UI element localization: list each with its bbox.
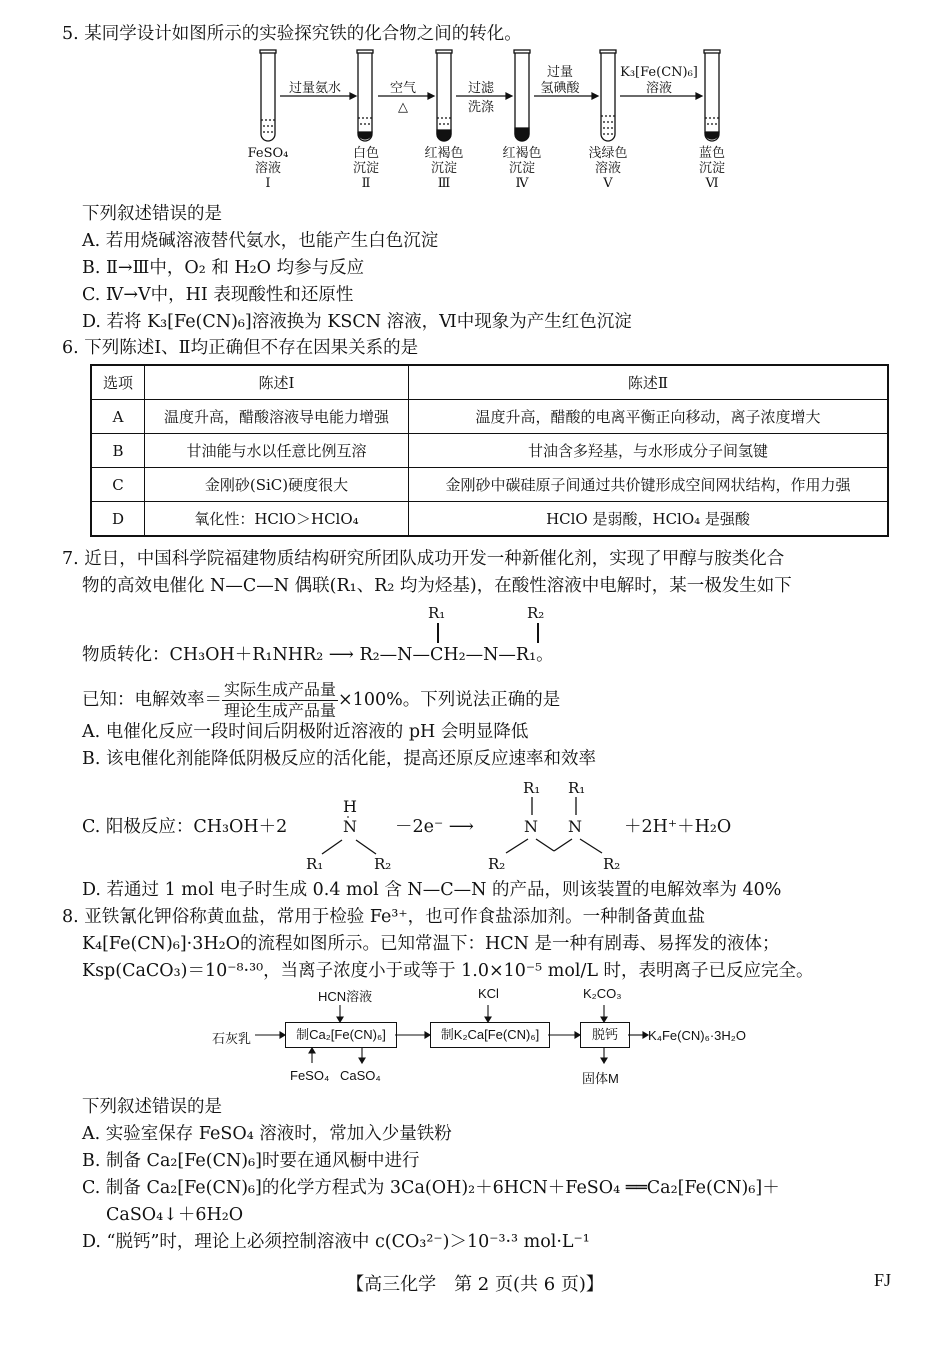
q7-line3: 物质转化：CH₃OH＋R₁NHR₂ ⟶ R₂—N—CH₂—N—R₁。 (82, 645, 554, 665)
tube2-label: 白色 沉淀 Ⅱ (352, 146, 379, 191)
prod-n-left: N (524, 817, 538, 836)
q5-option-c: C. Ⅳ→Ⅴ中，HI 表现酸性和还原性 (82, 285, 354, 305)
q7-option-d: D. 若通过 1 mol 电子时生成 0.4 mol 含 N—C—N 的产品，则该装置的电解效率为 40% (82, 880, 782, 900)
arrow4-bottom-label: 氢碘酸 (540, 81, 580, 96)
q8-line2: K₄[Fe(CN)₆]·3H₂O的流程如图所示。已知常温下：HCN 是一种有剧毒、易挥发的液体； (82, 934, 780, 954)
q5-option-a: A. 若用烧碱溶液替代氨水，也能产生白色沉淀 (82, 231, 439, 251)
cell: B (91, 434, 145, 468)
tube5-label: 浅绿色 溶液 Ⅴ (588, 146, 628, 191)
q7-option-a: A. 电催化反应一段时间后阴极附近溶液的 pH 会明显降低 (82, 722, 529, 742)
cell: 金刚砂中碳硅原子间通过共价键形成空间网状结构，作用力强 (409, 468, 889, 502)
flow-box-3: 脱钙 (580, 1022, 630, 1048)
arrow5-bottom-label: 溶液 (645, 81, 672, 96)
q5-apparatus-diagram (230, 46, 750, 152)
cell: 温度升高，醋酸的电离平衡正向移动，离子浓度增大 (409, 400, 889, 434)
header-cell: 陈述Ⅰ (145, 365, 409, 400)
q8-option-d: D. “脱钙”时，理论上必须控制溶液中 c(CO₃²⁻)＞10⁻³·³ mol·L⁻¹ (82, 1232, 590, 1252)
tube6-label: 蓝色 沉淀 Ⅵ (698, 146, 725, 191)
bond-line (537, 623, 539, 643)
arrow1-top-label: 过量氨水 (288, 81, 341, 96)
flow-out-solid-m: 固体M (582, 1071, 619, 1086)
arrow5-top-label: K₃[Fe(CN)₆] (620, 65, 698, 80)
header-cell: 选项 (91, 365, 145, 400)
tube1-label: FeSO₄ 溶液 Ⅰ (247, 146, 289, 191)
q8-line3: Ksp(CaCO₃)＝10⁻⁸·³⁰，当离子浓度小于或等于 1.0×10⁻⁵ mol/L 时，表明离子已反应完全。 (82, 961, 814, 981)
header-cell: 陈述Ⅱ (409, 365, 889, 400)
prod-r2-left: R₂ (488, 855, 506, 873)
arrow2-bottom-label: △ (398, 100, 408, 115)
test-tube-1 (260, 50, 276, 141)
q7-line1: 7. 近日，中国科学院福建物质结构研究所团队成功开发一种新催化剂，实现了甲醇与胺类化合 (62, 549, 785, 569)
q7-option-c: C. 阳极反应：CH₃OH＋2 (82, 817, 288, 837)
cell: HClO 是弱酸，HClO₄ 是强酸 (409, 502, 889, 537)
cell: 氧化性：HClO＞HClO₄ (145, 502, 409, 537)
q5-prompt: 下列叙述错误的是 (82, 204, 222, 224)
q8-prompt: 下列叙述错误的是 (82, 1097, 222, 1117)
flow-box-1: 制Ca₂[Fe(CN)₆] (285, 1022, 397, 1048)
flow-in-kcl: KCl (478, 986, 499, 1001)
q7-line2: 物的高效电催化 N—C—N 偶联(R₁、R₂ 均为烃基)，在酸性溶液中电解时，某一极发生如下 (82, 576, 792, 596)
table-row (91, 434, 888, 468)
tube4-label: 红褐色 沉淀 Ⅳ (502, 146, 542, 191)
amine-r1: R₁ (306, 855, 324, 873)
amine-bonds (300, 810, 400, 860)
test-tube-6 (704, 50, 720, 141)
amine-r2: R₂ (374, 855, 392, 873)
test-tube-4 (514, 50, 530, 141)
table-row (91, 502, 888, 537)
arrow2-top-label: 空气 (389, 81, 416, 96)
prod-r1-right: R₁ (568, 779, 586, 797)
q8-option-a: A. 实验室保存 FeSO₄ 溶液时，常加入少量铁粉 (82, 1124, 452, 1144)
flow-in-k2co3: K₂CO₃ (583, 986, 622, 1001)
q7-r2-sub: R₂ (527, 604, 545, 622)
cell: C (91, 468, 145, 502)
q5-option-b: B. Ⅱ→Ⅲ中，O₂ 和 H₂O 均参与反应 (82, 258, 365, 278)
test-tube-2 (357, 50, 373, 141)
cell: 甘油能与水以任意比例互溶 (145, 434, 409, 468)
q8-option-b: B. 制备 Ca₂[Fe(CN)₆]时要在通风橱中进行 (82, 1151, 420, 1171)
amine-n: N (343, 817, 357, 836)
test-tube-3 (436, 50, 452, 141)
cell: 金刚砂(SiC)硬度很大 (145, 468, 409, 502)
prod-r1-left: R₁ (523, 779, 541, 797)
table-row (91, 468, 888, 502)
page-footer: 【高三化学 第 2 页(共 6 页)】 (346, 1274, 604, 1295)
cell: A (91, 400, 145, 434)
cell: D (91, 502, 145, 537)
flow-in-hcn: HCN溶液 (318, 989, 373, 1004)
q7-c-post: ＋2H⁺＋H₂O (624, 817, 732, 837)
flow-out-caso4: CaSO₄ (340, 1068, 381, 1083)
cell: 甘油含多羟基，与水形成分子间氢键 (409, 434, 889, 468)
prod-r2-right: R₂ (603, 855, 621, 873)
q8-option-c-cont: CaSO₄↓＋6H₂O (106, 1205, 244, 1225)
prod-n-right: N (568, 817, 582, 836)
cell: 温度升高，醋酸溶液导电能力增强 (145, 400, 409, 434)
arrow4-top-label: 过量 (546, 65, 573, 80)
q7-option-b: B. 该电催化剂能降低阴极反应的活化能，提高还原反应速率和效率 (82, 749, 596, 769)
table-row (91, 400, 888, 434)
q5-option-d: D. 若将 K₃[Fe(CN)₆]溶液换为 KSCN 溶液，Ⅵ中现象为产生红色沉淀 (82, 312, 632, 332)
q8-line1: 8. 亚铁氰化钾俗称黄血盐，常用于检验 Fe³⁺，也可作食盐添加剂。一种制备黄血盐 (62, 907, 706, 927)
q6-table (90, 364, 889, 537)
product-bonds (480, 795, 630, 860)
flow-box-2: 制K₂Ca[Fe(CN)₆] (430, 1022, 550, 1048)
q7-r1-sub: R₁ (428, 604, 446, 622)
flow-arrows (0, 1000, 950, 1070)
q6-stem: 6. 下列陈述Ⅰ、Ⅱ均正确但不存在因果关系的是 (62, 338, 419, 358)
efficiency-fraction: $\frac{\text{实际生成产品量}}{\text{理论生成产品量}}$ (224, 680, 337, 720)
tube3-label: 红褐色 沉淀 Ⅲ (424, 146, 464, 191)
amine-h: H (343, 797, 357, 816)
arrow3-bottom-label: 洗涤 (467, 100, 494, 115)
q5-stem: 5. 某同学设计如图所示的实验探究铁的化合物之间的转化。 (62, 24, 522, 44)
q7-c-middle: －2e⁻ ⟶ (395, 817, 474, 837)
q8-option-c: C. 制备 Ca₂[Fe(CN)₆]的化学方程式为 3Ca(OH)₂＋6HCN＋FeSO₄ ══Ca₂[Fe(CN)₆]＋ (82, 1178, 780, 1198)
bond-line (437, 623, 439, 643)
flow-end: K₄Fe(CN)₆·3H₂O (648, 1028, 746, 1043)
footer-code: FJ (874, 1270, 892, 1290)
flow-out-feso4: FeSO₄ (290, 1068, 330, 1083)
q7-known: 已知：电解效率＝ $\frac{\text{实际生成产品量}}{\text{理论生成产品量}}$ ×100%。下列说法正确的是 (82, 680, 561, 720)
table-header-row (91, 365, 888, 400)
flow-start: 石灰乳 (212, 1031, 252, 1046)
arrow3-top-label: 过滤 (467, 81, 494, 96)
